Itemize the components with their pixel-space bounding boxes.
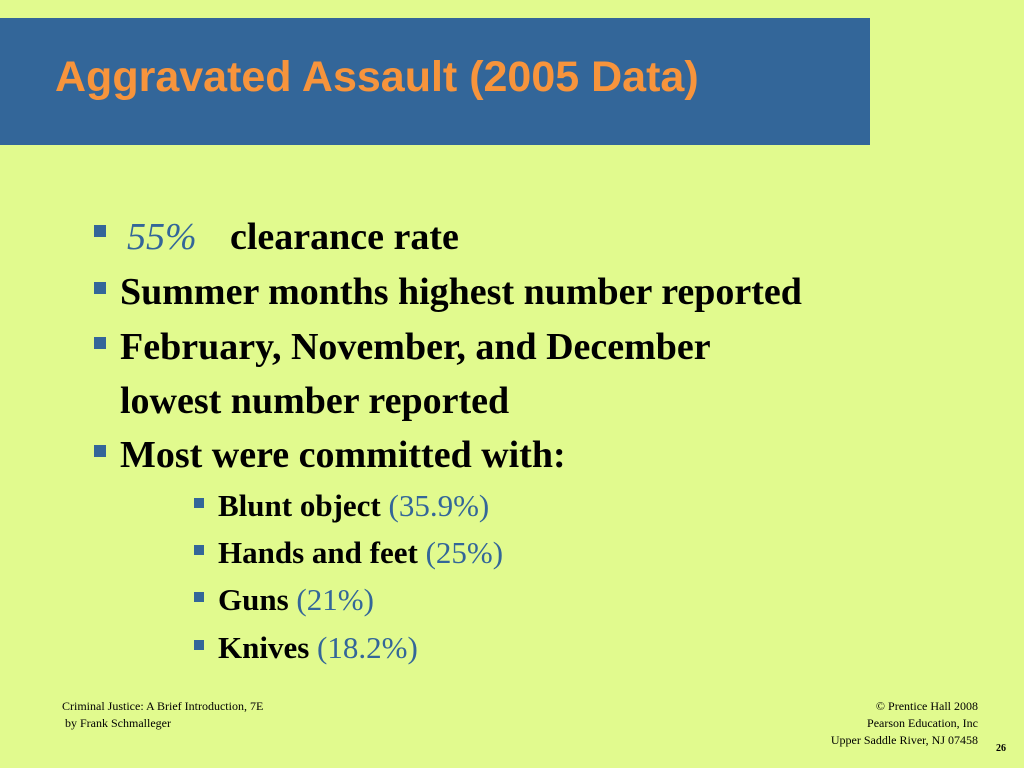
footer-publisher: Pearson Education, Inc (867, 716, 978, 730)
sub-bullet-label (218, 490, 489, 521)
footer-address: Upper Saddle River, NJ 07458 (830, 733, 978, 747)
footer-right (831, 698, 978, 749)
page-number: 26 (996, 743, 1006, 754)
blunt-object-label: Blunt object (218, 488, 381, 523)
knives-percent: (18.2%) (317, 630, 418, 665)
footer-author: by Frank Schmalleger (65, 716, 171, 730)
bullet-marker (94, 282, 106, 294)
hands-and-feet-percent: (25%) (425, 535, 504, 570)
guns-label: Guns (218, 582, 289, 617)
bullet-marker (94, 337, 106, 349)
sub-bullet-label (218, 537, 503, 568)
footer-left (62, 698, 263, 732)
summer-months-text: Summer months highest number reported (120, 271, 802, 313)
slide-title: Aggravated Assault (2005 Data) (55, 53, 699, 101)
footer-book-title: Criminal Justice: A Brief Introduction, 7E (62, 699, 264, 713)
hands-and-feet-label: Hands and feet (218, 535, 418, 570)
sub-bullet-label (218, 584, 374, 615)
sub-bullet-marker (194, 498, 204, 508)
footer-copyright: © Prentice Hall 2008 (875, 699, 978, 713)
bullet-marker (94, 225, 106, 237)
clearance-rate-value: 55% (127, 216, 197, 258)
committed-with-text: Most were committed with: (120, 434, 566, 476)
clearance-rate-text: clearance rate (230, 216, 459, 258)
blunt-object-percent: (35.9%) (388, 488, 490, 523)
sub-bullet-marker (194, 545, 204, 555)
lowest-months-line2: lowest number reported (120, 380, 510, 422)
knives-label: Knives (218, 630, 310, 665)
bullet-marker (94, 445, 106, 457)
sub-bullet-label (218, 632, 418, 663)
sub-bullet-marker (194, 640, 204, 650)
sub-bullet-marker (194, 592, 204, 602)
guns-percent: (21%) (296, 582, 374, 617)
lowest-months-line1: February, November, and December (120, 326, 711, 368)
